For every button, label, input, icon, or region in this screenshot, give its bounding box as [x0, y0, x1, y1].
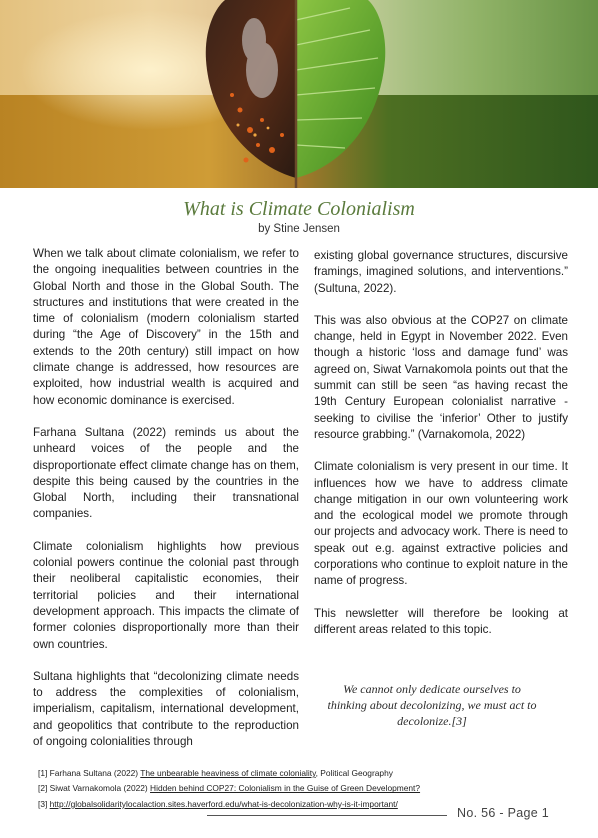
header-image: [0, 0, 598, 188]
paragraph: Climate colonialism is very present in our time. It influences how we have to address climate change mitigation in our own volunteering work and the ecological model we promote through our projects and advocacy work. There is need to speak out e.g. against extractive policies and corporations who continue to exploit nature in the name of progress.: [314, 460, 568, 588]
footer-divider: [207, 815, 447, 816]
author-byline: by Stine Jensen: [258, 223, 340, 235]
paragraph: Farhana Sultana (2022) reminds us about the unheard voices of the people and the disproportionate effect climate change has on them, despite this being caused by the countries in the Global North, including their transnational companies.: [33, 425, 299, 521]
footnote-link[interactable]: Hidden behind COP27: Colonialism in the Guise of Green Development?: [150, 783, 421, 794]
pull-quote: We cannot only dedicate ourselves to thinking about decolonizing, we must act to decolonize.[3]: [327, 682, 537, 728]
article-title: What is Climate Colonialism: [183, 198, 415, 220]
burning-leaf-half-green-icon: [0, 0, 598, 188]
paragraph: This newsletter will therefore be looking at different areas related to this topic.: [314, 606, 568, 636]
footnote: [3] http://globalsolidaritylocalaction.sites.haverford.edu/what-is-decolonization-why-is-it-important/: [38, 798, 398, 809]
paragraph: When we talk about climate colonialism, we refer to the ongoing inequalities between countries in the Global North and those in the Global South. The structures and institutions that were created in the time of colonialism (modern colonialism started during “the Age of Discovery” in the 15th and extends to the 20th century) still impact on how climate change is addressed, how resources are exploited, how industrial wealth is acquired and how economic dominance is exercised.: [33, 247, 299, 407]
footnote-link[interactable]: The unbearable heaviness of climate coloniality: [140, 768, 316, 778]
paragraph: Sultana highlights that “decolonizing climate needs to address the complexities of colonialism, imperialism, capitalism, international development, and geopolitics that contribute to the reproduction of ongoing colonialities through: [33, 669, 299, 749]
paragraph: This was also obvious at the COP27 on climate change, held in Egypt in November 2022. Even though a historic ‘loss and damage fund’ was agreed on, Siwat Varnakomola points out that the summit can still be seen “as having recast the 19th Century European colonialist narrative - seeking to civilise the ‘inferior’ Other to justify resource grabbing.” (Varnakomola, 2022): [314, 313, 568, 441]
page-number: No. 56 - Page 1: [457, 806, 550, 820]
footnote-link[interactable]: http://globalsolidaritylocalaction.sites.haverford.edu/what-is-decolonization-why-is-it-important/: [49, 798, 398, 809]
paragraph: existing global governance structures, discursive framings, imagined solutions, and interventions.” (Sultuna, 2022).: [314, 249, 568, 295]
left-column: [33, 246, 299, 766]
right-column: [314, 248, 568, 654]
footnote: [1] Farhana Sultana (2022) The unbearable heaviness of climate coloniality, Political Geography: [38, 768, 393, 778]
footnote: [2] Siwat Varnakomola (2022) Hidden behind COP27: Colonialism in the Guise of Green Development?: [38, 783, 421, 794]
paragraph: Climate colonialism highlights how previous colonial powers continue the colonial past through their neoliberal capitalistic economies, their territorial policies and their international development approach. This impacts the climate of former colonies disproportionally more than their own countries.: [33, 539, 299, 651]
